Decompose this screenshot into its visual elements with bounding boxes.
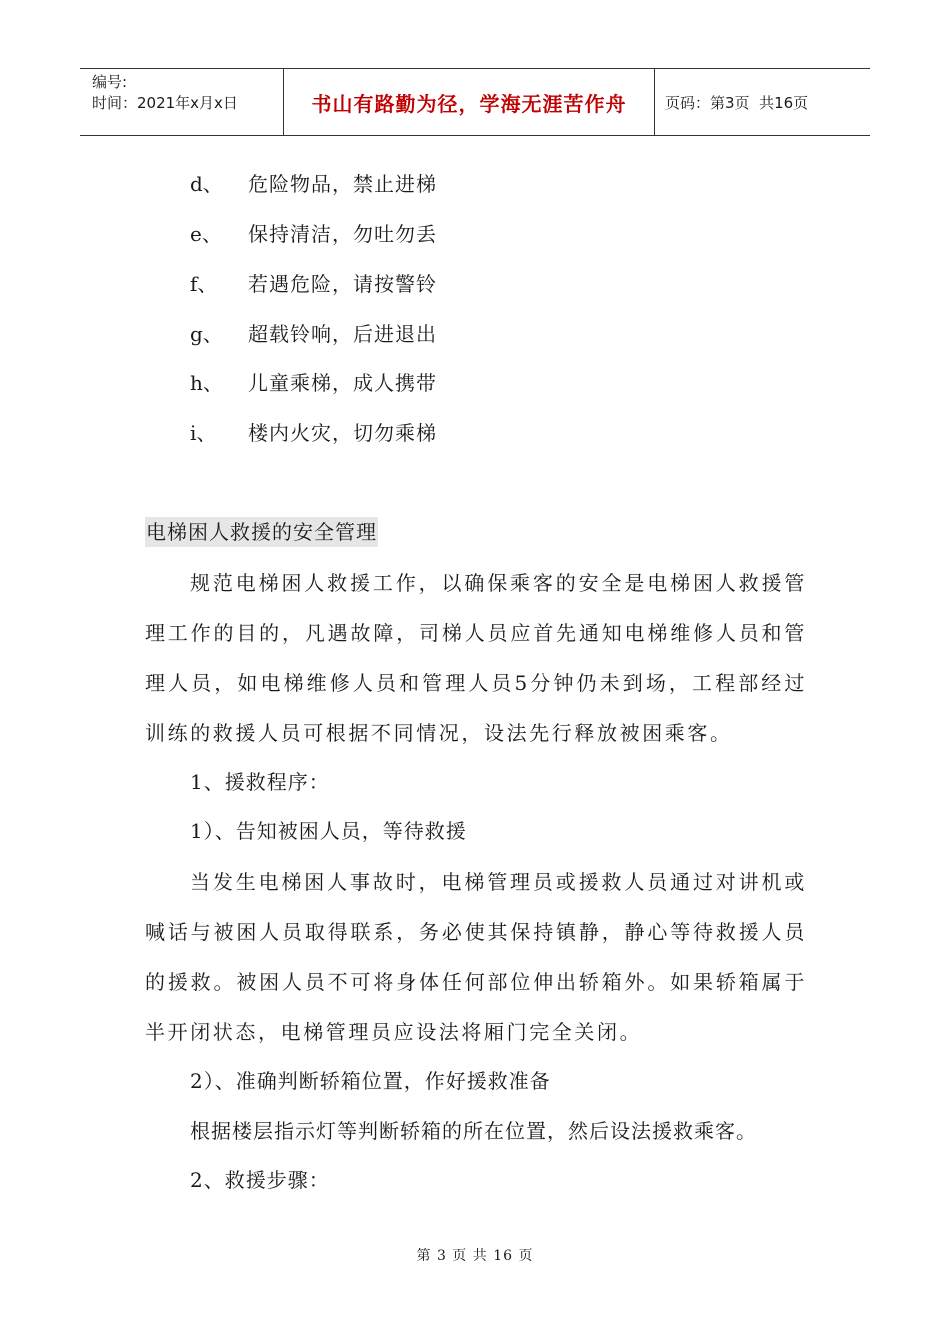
procedure-heading: 1、援救程序：: [190, 770, 330, 794]
header-page-info: [655, 69, 870, 135]
step1-paragraph: 当发生电梯困人事故时，电梯管理员或援救人员通过对讲机或喊话与被困人员取得联系，务必使其保持镇静，静心等待救援人员的援救。被困人员不可将身体任何部位伸出轿箱外。如果轿箱属于半开闭状态，电梯管理员应设法将厢门完全关闭。: [145, 870, 807, 1044]
header-motto: 书山有路勤为径，学海无涯苦作舟: [283, 69, 655, 135]
rule-text: 危险物品，禁止进梯: [248, 172, 437, 196]
section-title: 电梯困人救援的安全管理: [145, 517, 378, 547]
step2-heading: 2）、准确判断轿箱位置，作好援救准备: [190, 1069, 551, 1093]
rule-item-d: [190, 169, 437, 199]
document-number-label: 编号:: [92, 73, 128, 91]
rule-item-i: [190, 418, 437, 448]
step1-heading: 1）、告知被困人员，等待救援: [190, 819, 467, 843]
rule-marker: d、: [190, 172, 223, 196]
rescue-steps-heading: 2、救援步骤：: [190, 1168, 330, 1192]
rule-item-g: [190, 319, 437, 349]
intro-paragraph: 规范电梯困人救援工作，以确保乘客的安全是电梯困人救援管理工作的目的，凡遇故障，司梯人员应首先通知电梯维修人员和管理人员，如电梯维修人员和管理人员5分钟仍未到场，工程部经过训练的救援人员可根据不同情况，设法先行释放被困乘客。: [145, 571, 807, 745]
rule-marker: e、: [190, 222, 222, 246]
rule-marker: h、: [190, 371, 223, 395]
rule-text: 儿童乘梯，成人携带: [248, 371, 437, 395]
step2-paragraph: 根据楼层指示灯等判断轿箱的所在位置，然后设法援救乘客。: [190, 1119, 757, 1143]
rule-item-f: [190, 269, 437, 299]
rule-text: 楼内火灾，切勿乘梯: [248, 421, 437, 445]
page-header: [80, 68, 870, 136]
rule-text: 超载铃响，后进退出: [248, 322, 437, 346]
header-page-info-text: 页码：第3页 共16页: [665, 93, 809, 112]
rule-text: 保持清洁，勿吐勿丢: [248, 222, 437, 246]
rule-marker: i、: [190, 421, 217, 445]
rule-marker: g、: [190, 322, 223, 346]
header-meta: [80, 69, 283, 135]
document-time-label: 时间：2021年x月x日: [92, 94, 238, 112]
rule-item-e: [190, 219, 437, 249]
page-footer: 第 3 页 共 16 页: [416, 1248, 534, 1264]
rule-text: 若遇危险，请按警铃: [248, 272, 437, 296]
rule-marker: f、: [190, 272, 218, 296]
rule-item-h: [190, 368, 437, 398]
